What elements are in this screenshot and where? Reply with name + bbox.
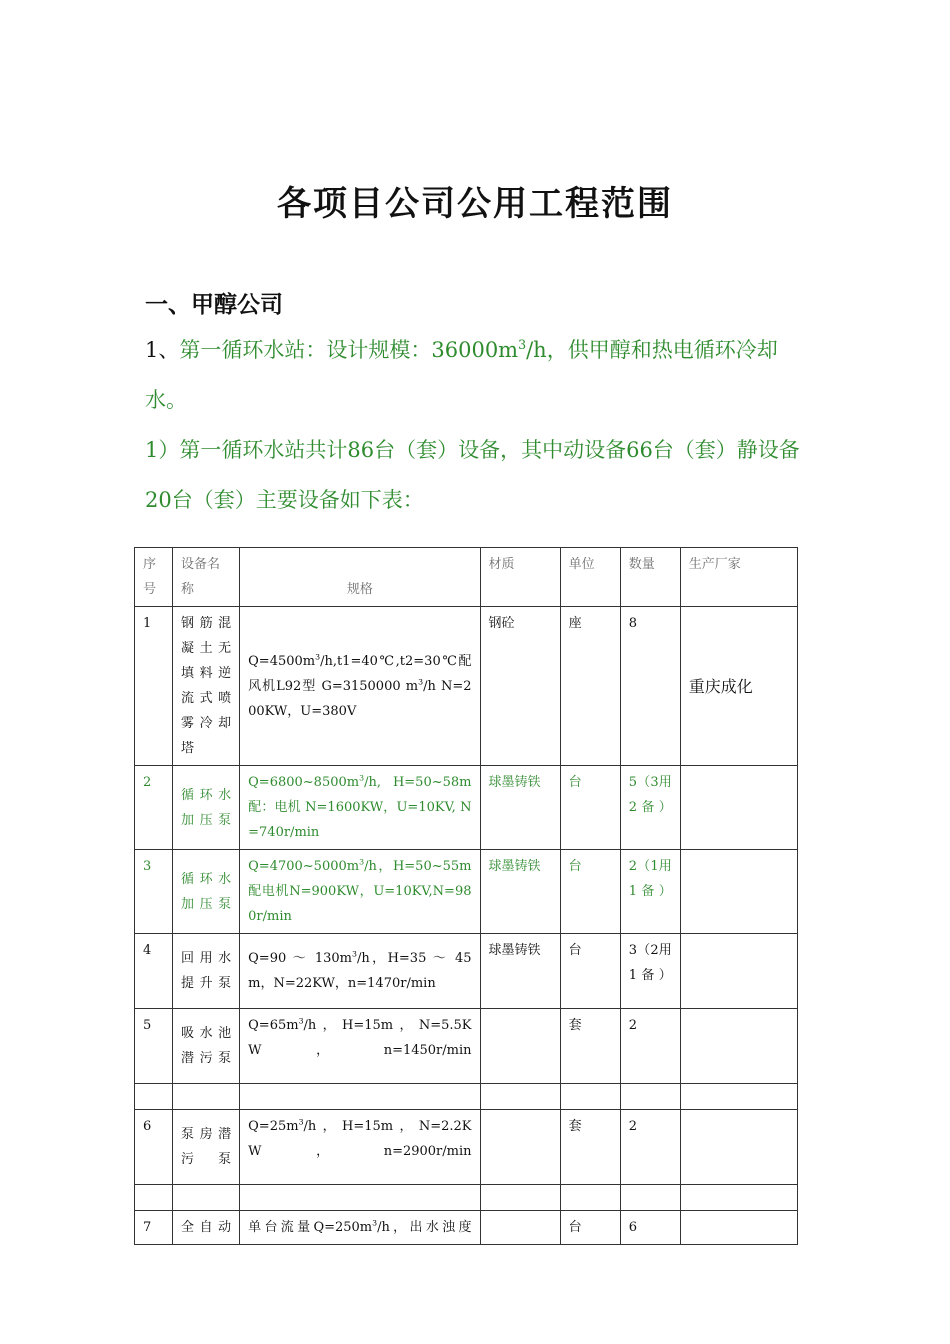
cell-spec: $Q=4700\sim 5000m^3/h$，H=50~55m配电机N=900KW，U=10KV,N=980r/min [240,850,480,934]
cell-qty: 3（2用1备） [620,934,680,1009]
header-unit: 单位 [560,548,620,607]
cell-seq: 7 [135,1211,173,1245]
table-row [135,1211,798,1245]
table-row-empty [135,1084,798,1110]
section-heading: 一、甲醇公司 [145,292,283,318]
cell-seq: 5 [135,1009,173,1084]
paragraph-1-text: 第一循环水站：设计规模：$36000m^3/h$，供甲醇和热电循环冷却水。 [145,337,778,412]
cell-qty: 5（3用2备） [620,766,680,850]
cell-qty: 6 [620,1211,680,1245]
cell-maker [680,850,797,934]
cell-unit: 套 [560,1110,620,1185]
cell-maker [680,934,797,1009]
table-row-empty [135,1185,798,1211]
cell-material [480,1009,560,1084]
table-row [135,1110,798,1185]
header-qty: 数量 [620,548,680,607]
cell-material [480,1110,560,1185]
header-name: 设备名称 [173,548,240,607]
cell-material: 球墨铸铁 [480,850,560,934]
cell-name: 循环水加压泵 [173,850,240,934]
cell-qty: 2（1用1备） [620,850,680,934]
header-maker: 生产厂家 [680,548,797,607]
cell-name: 全自动 [173,1211,240,1245]
cell-name: 钢筋混凝土无填料逆流式喷雾冷却塔 [173,607,240,766]
cell-unit: 台 [560,850,620,934]
cell-material: 球墨铸铁 [480,766,560,850]
cell-spec: $Q=65m^3/h$，H=15m，N=5.5KW，n=1450r/min [240,1009,480,1084]
cell-maker [680,1211,797,1245]
paragraph-1 [145,325,810,425]
cell-name: 吸水池潜污泵 [173,1009,240,1084]
cell-unit: 台 [560,934,620,1009]
cell-seq: 4 [135,934,173,1009]
table-row [135,1009,798,1084]
cell-spec: $Q=6800\sim 8500m^3/h$, H=50~58m 配：电机 N=1600KW，U=10KV, N=740r/min [240,766,480,850]
document-title: 各项目公司公用工程范围 [277,184,673,224]
cell-unit: 套 [560,1009,620,1084]
cell-material [480,1211,560,1245]
cell-seq: 2 [135,766,173,850]
header-spec: 规格 [240,548,480,607]
equipment-table [134,547,798,1245]
paragraph-2: 1）第一循环水站共计86台（套）设备，其中动设备66台（套）静设备20台（套）主要设备如下表： [145,438,800,512]
cell-unit: 台 [560,766,620,850]
table-row [135,850,798,934]
cell-name: 泵房潜污泵 [173,1110,240,1185]
cell-name: 循环水加压泵 [173,766,240,850]
cell-maker [680,1009,797,1084]
cell-seq: 3 [135,850,173,934]
cell-maker [680,766,797,850]
cell-spec: 单台流量$Q=250m^3/h$，出水浊度 [240,1211,480,1245]
cell-unit: 座 [560,607,620,766]
cell-seq: 6 [135,1110,173,1185]
cell-qty: 2 [620,1009,680,1084]
table-header-row [135,548,798,607]
cell-spec: Q=90 ～ $130m^3/h$，H=35 ～ 45m，N=22KW，n=1470r/min [240,934,480,1009]
cell-spec: $Q=4500m^3/h,t1=40℃,t2=30℃$配风机L92型 G=3150000 $m^3/h$ N=200KW，U=380V [240,607,480,766]
cell-unit: 台 [560,1211,620,1245]
cell-maker [680,1110,797,1185]
table-row [135,766,798,850]
table-row [135,934,798,1009]
cell-material: 球墨铸铁 [480,934,560,1009]
cell-maker: 重庆成化 [680,607,797,766]
header-material: 材质 [480,548,560,607]
cell-name: 回用水提升泵 [173,934,240,1009]
cell-material: 钢砼 [480,607,560,766]
cell-qty: 2 [620,1110,680,1185]
table-row [135,607,798,766]
header-seq: 序号 [135,548,173,607]
cell-spec: $Q=25m^3/h$，H=15m，N=2.2KW，n=2900r/min [240,1110,480,1185]
cell-qty: 8 [620,607,680,766]
paragraph-1-prefix: 1、 [145,338,180,362]
cell-seq: 1 [135,607,173,766]
